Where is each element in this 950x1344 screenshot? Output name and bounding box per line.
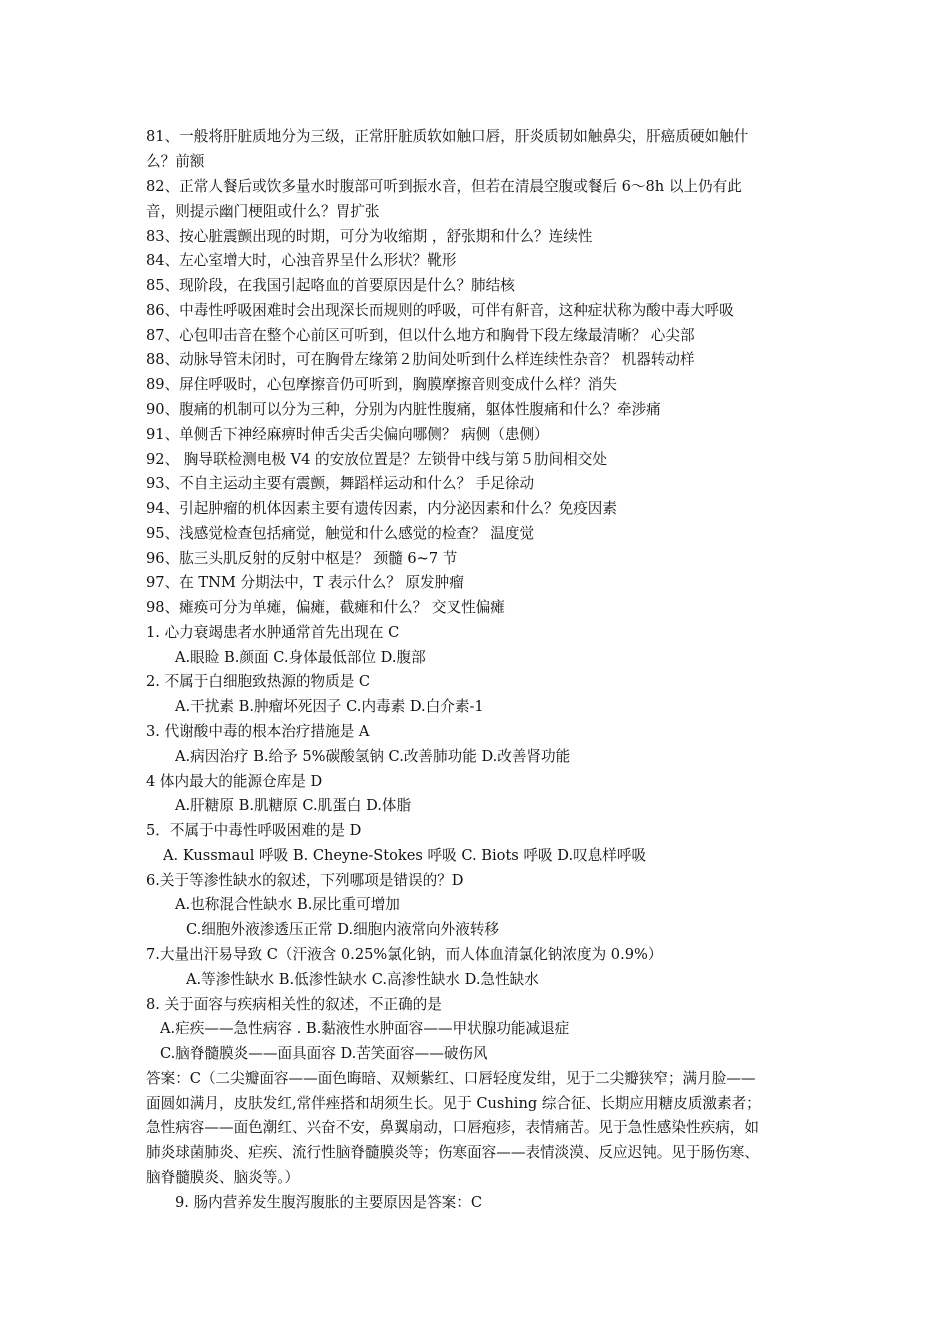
text-line: 98、瘫痪可分为单瘫，偏瘫，截瘫和什么？ 交叉性偏瘫 (146, 599, 505, 616)
answer-explanation: 面圆如满月，皮肤发红,常伴痤搭和胡须生长。见于 Cushing 综合征、长期应用糖皮质激素者； (146, 1095, 761, 1112)
answer-options: C.脑脊髓膜炎——面具面容 D.苦笑面容——破伤风 (160, 1045, 488, 1062)
answer-explanation: 急性病容——面色潮红、兴奋不安，鼻翼扇动，口唇疱疹，表情痛苦。见于急性感染性疾病，如 (146, 1119, 759, 1136)
answer-options: A.肝糖原 B.肌糖原 C.肌蛋白 D.体脂 (175, 797, 412, 814)
text-line: 88、动脉导管未闭时，可在胸骨左缘第２肋间处听到什么样连续性杂音？ 机器转动样 (146, 351, 695, 368)
text-line: 94、引起肿瘤的机体因素主要有遗传因素，内分泌因素和什么？免疫因素 (146, 500, 617, 517)
text-line: 93、不自主运动主要有震颤，舞蹈样运动和什么？ 手足徐动 (146, 475, 535, 492)
answer-options: A.也称混合性缺水 B.尿比重可增加 (175, 896, 400, 913)
text-line: 85、现阶段，在我国引起咯血的首要原因是什么？肺结核 (146, 277, 515, 294)
text-line: 95、浅感觉检查包括痛觉，触觉和什么感觉的检查？ 温度觉 (146, 525, 535, 542)
text-line: 91、单侧舌下神经麻痹时伸舌尖舌尖偏向哪侧？ 病侧（患侧） (146, 426, 549, 443)
text-line: 89、屏住呼吸时，心包摩擦音仍可听到，胸膜摩擦音则变成什么样？消失 (146, 376, 617, 393)
question-stem: 7.大量出汗易导致 C（汗液含 0.25%氯化钠，而人体血清氯化钠浓度为 0.9%） (146, 946, 663, 963)
text-line: 97、在 TNM 分期法中，T 表示什么？ 原发肿瘤 (146, 574, 464, 591)
answer-options: A. Kussmaul 呼吸 B. Cheyne-Stokes 呼吸 C. Biots 呼吸 D.叹息样呼吸 (163, 847, 647, 864)
answer-options: A.等渗性缺水 B.低渗性缺水 C.高渗性缺水 D.急性缺水 (186, 971, 539, 988)
question-stem: 2. 不属于白细胞致热源的物质是 C (146, 673, 371, 690)
answer-options: A.眼睑 B.颜面 C.身体最低部位 D.腹部 (175, 649, 426, 666)
answer-explanation: 脑脊髓膜炎、脑炎等。） (146, 1169, 300, 1186)
question-stem: 9. 肠内营养发生腹泻腹胀的主要原因是答案：C (175, 1194, 483, 1211)
text-line: 83、按心脏震颤出现的时期，可分为收缩期 ，舒张期和什么？连续性 (146, 228, 593, 245)
text-line: 90、腹痛的机制可以分为三种，分别为内脏性腹痛，躯体性腹痛和什么？牵涉痛 (146, 401, 661, 418)
text-line: 81、一般将肝脏质地分为三级，正常肝脏质软如触口唇，肝炎质韧如触鼻尖，肝癌质硬如触什 (146, 128, 749, 145)
answer-explanation: 肺炎球菌肺炎、疟疾、流行性脑脊髓膜炎等；伤寒面容——表情淡漠、反应迟钝。见于肠伤寒、 (146, 1144, 759, 1161)
text-line: 音，则提示幽门梗阻或什么？胃扩张 (146, 203, 380, 220)
text-line: 84、左心室增大时，心浊音界呈什么形状？靴形 (146, 252, 457, 269)
answer-options: C.细胞外液渗透压正常 D.细胞内液常向外液转移 (186, 921, 500, 938)
question-stem: 4 体内最大的能源仓库是 D (146, 773, 323, 790)
answer-explanation: 答案：C（二尖瓣面容——面色晦暗、双颊紫红、口唇轻度发绀，见于二尖瓣狭窄；满月脸—— (146, 1070, 756, 1087)
question-stem: 3. 代谢酸中毒的根本治疗措施是 A (146, 723, 370, 740)
question-stem: 6.关于等渗性缺水的叙述，下列哪项是错误的？D (146, 872, 464, 889)
question-stem: 1. 心力衰竭患者水肿通常首先出现在 C (146, 624, 400, 641)
answer-options: A.疟疾——急性病容 . B.黏液性水肿面容——甲状腺功能减退症 (160, 1020, 570, 1037)
text-line: 96、肱三头肌反射的反射中枢是？ 颈髓 6~7 节 (146, 550, 458, 567)
question-stem: 8. 关于面容与疾病相关性的叙述，不正确的是 (146, 996, 442, 1013)
text-line: 87、心包叩击音在整个心前区可听到，但以什么地方和胸骨下段左缘最清晰？ 心尖部 (146, 327, 695, 344)
text-line: 92、 胸导联检测电极 V4 的安放位置是？左锁骨中线与第５肋间相交处 (146, 451, 607, 468)
answer-options: A.病因治疗 B.给予 5%碳酸氢钠 C.改善肺功能 D.改善肾功能 (175, 748, 571, 765)
question-stem: 5．不属于中毒性呼吸困难的是 D (146, 822, 362, 839)
text-line: 么？前额 (146, 153, 205, 170)
answer-options: A.干扰素 B.肿瘤坏死因子 C.内毒素 D.白介素-1 (175, 698, 484, 715)
text-line: 82、正常人餐后或饮多量水时腹部可听到振水音，但若在清晨空腹或餐后 6～8h 以上仍有此 (146, 178, 742, 195)
text-line: 86、中毒性呼吸困难时会出现深长而规则的呼吸，可伴有鼾音，这种症状称为酸中毒大呼吸 (146, 302, 734, 319)
